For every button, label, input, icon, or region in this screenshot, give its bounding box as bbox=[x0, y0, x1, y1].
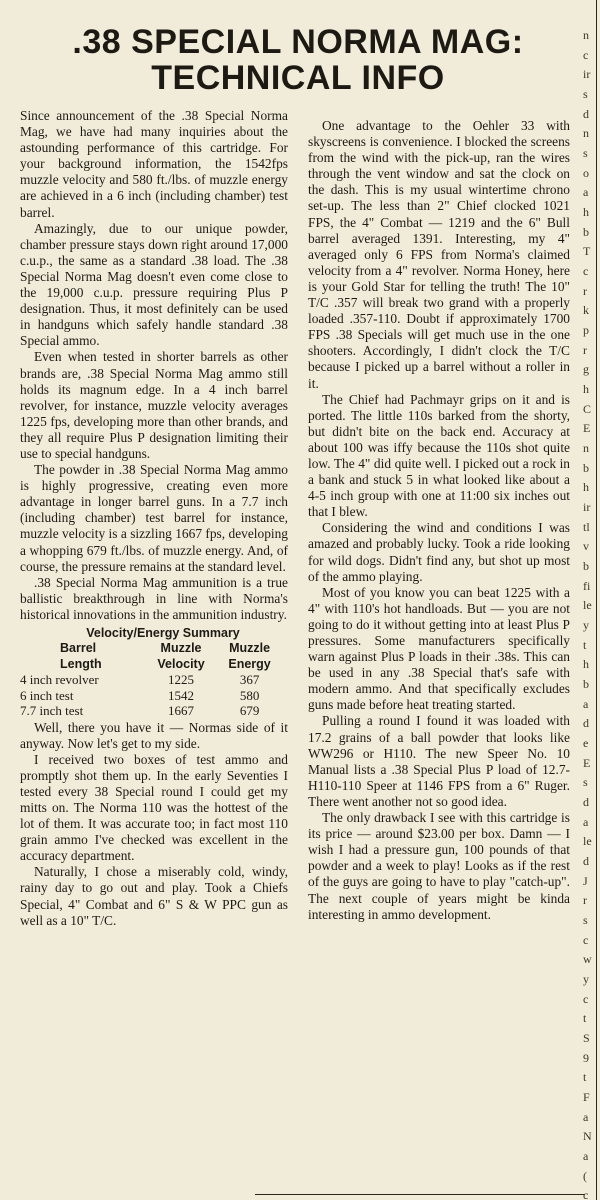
fragment-letter: C bbox=[583, 401, 592, 416]
fragment-letter: r bbox=[583, 283, 587, 298]
fragment-letter: c bbox=[583, 991, 589, 1006]
fragment-letter: r bbox=[583, 342, 587, 357]
table-header-row bbox=[20, 641, 282, 657]
table-cell: 580 bbox=[239, 687, 260, 703]
fragment-letter: c bbox=[583, 932, 589, 947]
table-row bbox=[20, 703, 282, 719]
fragment-letter: g bbox=[583, 362, 589, 377]
fragment-letter: a bbox=[583, 1149, 589, 1163]
fragment-letter: d bbox=[583, 716, 589, 731]
fragment-letter: tl bbox=[583, 519, 590, 534]
fragment-letter: F bbox=[583, 1090, 590, 1104]
table-header-cell: Energy bbox=[228, 656, 271, 671]
paragraph: One advantage to the Oehler 33 with skyscreens is convenience. I blocked the screens from the wind with the pick-up, ran the wires through the vent window and sat the clock on the dash. This is my usual wintertime chrono set-up. The less than 2" Chief clocked 1021 FPS, the 4" Combat — 1219 and the 6" Bull barrel averaged 1391. Interesting, my 4" averaged only 6 FPS from Norma's claimed velocity from a 4" revolver. Norma Honey, here is your Gold Star for telling the truth! The 10" T/C .357 will break two grand with a properly loaded .357-110. Doubt if approximately 1700 FPS .38 Specials will get much use in the one shooters. Accordingly, I didn't clock the T/C because I picked up a barrel without a roller in it. bbox=[308, 118, 570, 391]
title-line-2: TECHNICAL INFO bbox=[151, 59, 445, 97]
left-column bbox=[20, 108, 288, 929]
fragment-letter: b bbox=[583, 559, 589, 573]
table-cell: 4 inch revolver bbox=[20, 672, 99, 687]
paragraph: The only drawback I see with this cartridge is its price — around $23.00 per box. Damn — I wish I had a pressure gun, 100 pounds of that powder and a week to play! Looks as if the rest of the guys are going to have to play "catch-up". The next couple of years might be kinda interesting in ammo development. bbox=[308, 810, 570, 922]
table-header-row bbox=[20, 657, 282, 673]
table-title: Velocity/Energy Summary bbox=[86, 626, 240, 640]
fragment-letter: a bbox=[583, 696, 589, 711]
fragment-letter: ir bbox=[583, 500, 591, 514]
paragraph: Even when tested in shorter barrels as other brands are, .38 Special Norma Mag ammo still holds its magnum edge. In a 4 inch barrel revolver, for instance, muzzle velocity averages 1225 fps, developing more than other brands, and they all require Plus P designation limiting their use to special handguns. bbox=[20, 349, 288, 461]
table-cell: 367 bbox=[239, 672, 260, 687]
bottom-rule bbox=[255, 1194, 585, 1195]
fragment-letter: n bbox=[583, 441, 589, 455]
paragraph: The Chief had Pachmayr grips on it and is ported. The little 110s barked from the shorty, but didn't bite on the back end. Accuracy at about 100 was iffy because the 110s shot quite low. The 4" did quite well. I picked out a rock in a bank and stuck 5 in what looked like about a 4-5 inch group with one at 11:00 six inches out that I blew. bbox=[308, 391, 570, 520]
fragment-letter: c bbox=[583, 1188, 589, 1200]
fragment-letter: n bbox=[583, 126, 589, 141]
title-line-1: .38 SPECIAL NORMA MAG: bbox=[72, 23, 524, 61]
fragment-letter: h bbox=[583, 657, 589, 672]
table-header-cell: Muzzle bbox=[160, 641, 202, 655]
velocity-energy-table bbox=[20, 625, 288, 719]
fragment-letter: h bbox=[583, 205, 589, 219]
paragraph: Most of you know you can beat 1225 with a 4" with 110's hot handloads. But — you are not going to do it without getting into at least Plus P pressures. Some manufacturers specifically warn against Plus P loads in their .38s. This can be used in any .38 Special that's safe with modern ammo. And that specifically excludes guns made before heat treating started. bbox=[308, 584, 570, 713]
fragment-letter: h bbox=[583, 480, 589, 495]
fragment-letter: b bbox=[583, 677, 589, 691]
fragment-letter: d bbox=[583, 106, 589, 121]
fragment-letter: w bbox=[583, 952, 592, 967]
fragment-letter: le bbox=[583, 834, 592, 849]
fragment-letter: c bbox=[583, 264, 589, 278]
fragment-letter: s bbox=[583, 87, 588, 101]
fragment-letter: v bbox=[583, 539, 589, 554]
table-header-cell: Length bbox=[60, 656, 102, 671]
fragment-letter: E bbox=[583, 421, 591, 436]
fragment-letter: le bbox=[583, 598, 592, 613]
article-title bbox=[18, 24, 578, 96]
fragment-letter: b bbox=[583, 460, 589, 475]
fragment-letter: y bbox=[583, 618, 589, 632]
fragment-letter: a bbox=[583, 185, 589, 200]
paragraph: Pulling a round I found it was loaded with 17.2 grains of a ball powder that looks like WW296 or H110. The new Speer No. 10 Manual lists a .38 Special Plus P load of 12.7-H110-110 Speer at 1146 FPS from a 6" Ruger. There went another not so good idea. bbox=[308, 713, 570, 809]
fragment-letter: b bbox=[583, 224, 589, 239]
fragment-letter: E bbox=[583, 755, 591, 770]
table-header-cell: Barrel bbox=[60, 641, 97, 655]
fragment-letter: t bbox=[583, 637, 587, 652]
column-divider bbox=[596, 0, 597, 1200]
paragraph: Amazingly, due to our unique powder, chamber pressure stays down right around 17,000 c.u.p., the same as a standard .38 load. The .38 Special Norma Mag doesn't even come close to the 19,000 c.u.p. pressure requiring Plus P designation. Thus, it most definitely can be used in handguns which safely handle standard .38 Special ammo. bbox=[20, 220, 288, 349]
paragraph: Since announcement of the .38 Special Norma Mag, we have had many inquiries about the astounding performance of this cartridge. For your background information, the 1542fps muzzle velocity and 580 ft./lbs. of muzzle energy are achieved in a 6 inch (including chamber) test barrel. bbox=[20, 108, 288, 220]
fragment-letter: fi bbox=[583, 578, 591, 593]
table-cell: 1225 bbox=[168, 672, 195, 687]
adjacent-column-fragments bbox=[581, 0, 596, 1200]
table-row bbox=[20, 672, 282, 688]
fragment-letter: h bbox=[583, 382, 589, 396]
fragment-letter: r bbox=[583, 893, 587, 908]
fragment-letter: y bbox=[583, 972, 589, 986]
fragment-letter: a bbox=[583, 814, 589, 829]
fragment-letter: t bbox=[583, 1011, 587, 1026]
paragraph: .38 Special Norma Mag ammunition is a true ballistic breakthrough in line with Norma's historical innovations in the ammunition industry. bbox=[20, 574, 288, 622]
table-cell: 679 bbox=[239, 703, 260, 718]
fragment-letter: N bbox=[583, 1129, 592, 1144]
fragment-letter: o bbox=[583, 165, 589, 180]
table-cell: 1667 bbox=[168, 703, 195, 718]
fragment-letter: a bbox=[583, 1109, 589, 1124]
table-cell: 6 inch test bbox=[20, 687, 74, 703]
fragment-letter: 9 bbox=[583, 1050, 589, 1065]
fragment-letter: s bbox=[583, 913, 588, 927]
fragment-letter: c bbox=[583, 47, 589, 62]
fragment-letter: t bbox=[583, 1070, 587, 1085]
paragraph: I received two boxes of test ammo and promptly shot them up. In the early Seventies I tested every 38 Special round I could get my mitts on. The Norma 110 was the hottest of the lot of them. It was accurate too; in fact most 110 grain ammo I've checked was excellent in the accuracy department. bbox=[20, 751, 288, 864]
fragment-letter: ir bbox=[583, 67, 591, 82]
fragment-letter: d bbox=[583, 795, 589, 809]
paragraph: Considering the wind and conditions I was amazed and probably lucky. Took a ride looking for wild dogs. Didn't find any, but shot up most of the ammo playing. bbox=[308, 520, 570, 584]
table-header-cell: Muzzle bbox=[229, 641, 271, 655]
paragraph: Naturally, I chose a miserably cold, windy, rainy day to go out and play. Took a Chiefs Special, 4" Combat and 6" S & W PPC gun as well as a 10" T/C. bbox=[20, 864, 288, 928]
paragraph: The powder in .38 Special Norma Mag ammo is highly progressive, creating even more advantage in longer barrel guns. In a 7.7 inch (including chamber) test barrel for instance, muzzle velocity is a sizzling 1667 fps, developing a whopping 679 ft./lbs. of muzzle energy. And, of course, the pressure remains at the standard level. bbox=[20, 462, 288, 574]
fragment-letter: ( bbox=[583, 1168, 587, 1183]
right-column bbox=[308, 118, 570, 923]
fragment-letter: J bbox=[583, 873, 588, 888]
fragment-letter: e bbox=[583, 736, 589, 750]
fragment-letter: s bbox=[583, 146, 588, 160]
table-cell: 7.7 inch test bbox=[20, 703, 84, 718]
fragment-letter: d bbox=[583, 854, 589, 868]
fragment-letter: k bbox=[583, 303, 589, 318]
fragment-letter: S bbox=[583, 1031, 590, 1045]
paragraph: Well, there you have it — Normas side of it anyway. Now let's get to my side. bbox=[20, 719, 288, 751]
table-row bbox=[20, 688, 282, 704]
fragment-letter: T bbox=[583, 244, 591, 259]
table-cell: 1542 bbox=[168, 687, 195, 703]
table-header-cell: Velocity bbox=[157, 656, 205, 671]
fragment-letter: p bbox=[583, 323, 589, 337]
fragment-letter: n bbox=[583, 28, 589, 42]
fragment-letter: s bbox=[583, 775, 588, 790]
